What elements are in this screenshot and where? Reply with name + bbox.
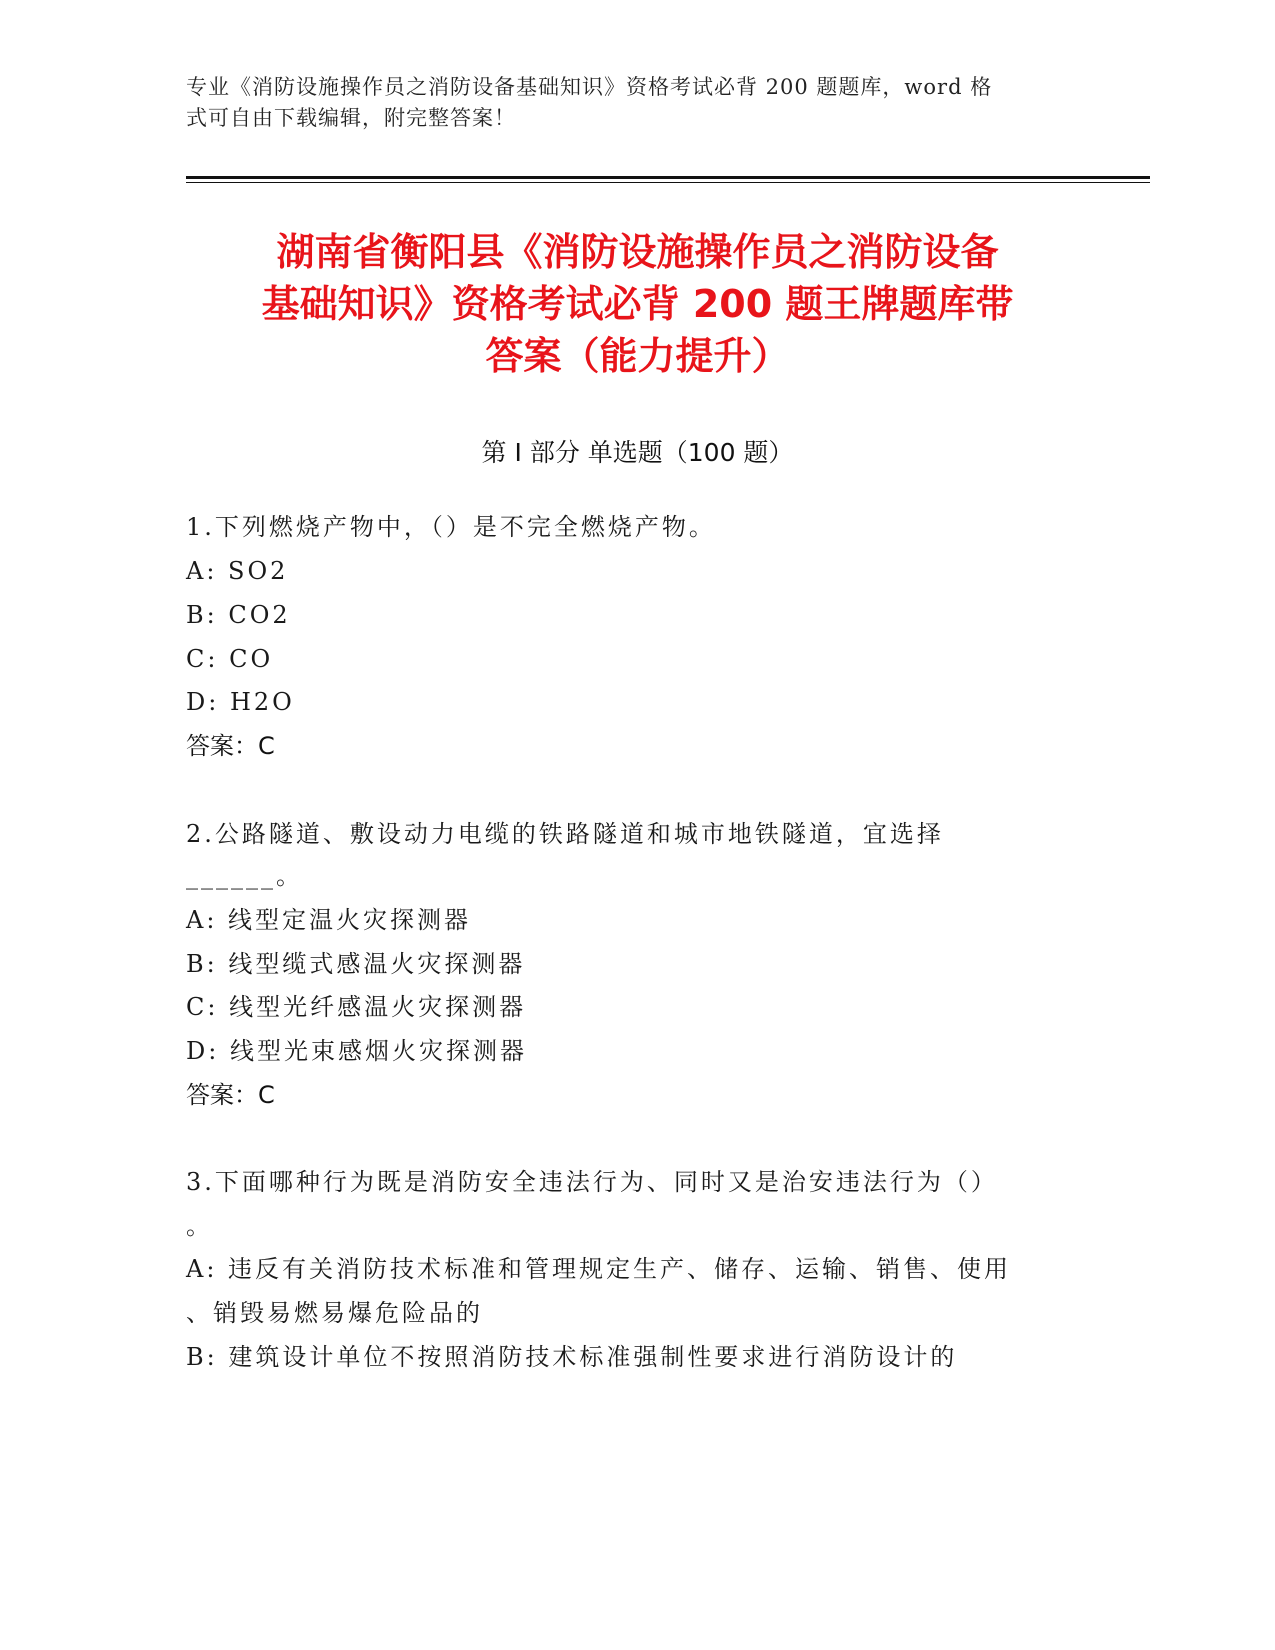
question-stem: 2.公路隧道、敷设动力电缆的铁路隧道和城市地铁隧道，宜选择: [186, 820, 944, 848]
answer-label: 答案：C: [186, 1081, 275, 1109]
option-c: C: CO: [186, 645, 274, 673]
option-d: D: H2O: [186, 688, 295, 716]
question-stem: 3.下面哪种行为既是消防安全违法行为、同时又是治安违法行为（）: [186, 1168, 998, 1196]
option-a: A: 线型定温火灾探测器: [186, 906, 472, 934]
header-divider-thin: [186, 182, 1150, 183]
answer-label: 答案：C: [186, 732, 275, 760]
option-a-continuation: 、销毁易燃易爆危险品的: [186, 1299, 483, 1327]
option-b: B: CO2: [186, 601, 291, 629]
header-note-line: 式可自由下载编辑，附完整答案！: [186, 106, 516, 130]
title-line: 答案（能力提升）: [485, 334, 790, 378]
option-a: A: SO2: [186, 557, 289, 585]
option-a: A: 违反有关消防技术标准和管理规定生产、储存、运输、销售、使用: [186, 1255, 1012, 1283]
title-line: 湖南省衡阳县《消防设施操作员之消防设备: [276, 230, 999, 274]
question-stem: 1.下列燃烧产物中，（）是不完全燃烧产物。: [186, 513, 716, 541]
title-line: 基础知识》资格考试必背 200 题王牌题库带: [261, 282, 1014, 326]
option-d: D: 线型光束感烟火灾探测器: [186, 1037, 527, 1065]
question-stem-continuation: 。: [186, 1212, 213, 1240]
option-b: B: 线型缆式感温火灾探测器: [186, 950, 526, 978]
option-b: B: 建筑设计单位不按照消防技术标准强制性要求进行消防设计的: [186, 1343, 958, 1371]
header-note: [186, 72, 1066, 134]
header-note-line: 专业《消防设施操作员之消防设备基础知识》资格考试必背 200 题题库，word 格: [186, 75, 993, 99]
document-title: [186, 226, 1089, 382]
question-stem-continuation: ______。: [186, 862, 303, 890]
header-divider-thick: [186, 176, 1150, 179]
section-title: 第 I 部分 单选题（100 题）: [481, 438, 794, 467]
option-c: C: 线型光纤感温火灾探测器: [186, 993, 527, 1021]
